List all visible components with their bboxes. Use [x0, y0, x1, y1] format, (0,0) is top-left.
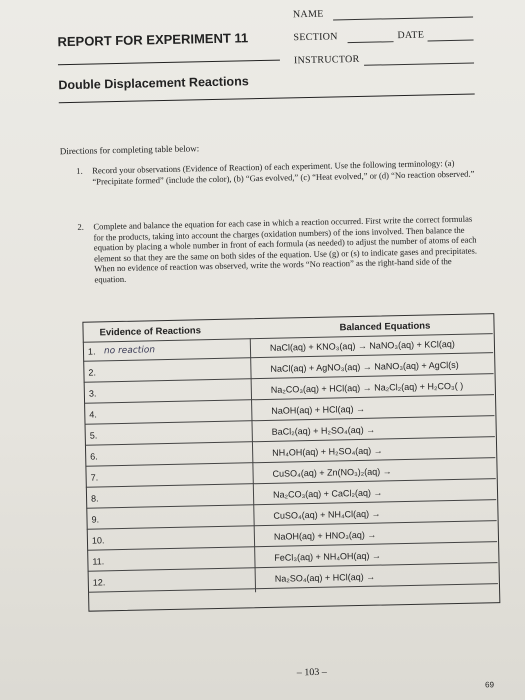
equation-cell[interactable]: Na₂CO₃(aq) + CaCl₂(aq) → [272, 487, 383, 500]
direction-number: 1. [76, 165, 83, 176]
instructor-line [364, 63, 474, 66]
section-label: SECTION [293, 31, 338, 44]
instructor-label: INSTRUCTOR [293, 53, 360, 67]
evidence-column-header: Evidence of Reactions [99, 325, 202, 339]
direction-item-2 [77, 213, 483, 307]
equation-cell[interactable]: BaCl₂(aq) + H₂SO₄(aq) → [271, 424, 376, 437]
equation-cell[interactable]: NH₄OH(aq) + H₂SO₄(aq) → [272, 445, 383, 458]
section-line [348, 41, 394, 43]
row-number: 11. [92, 556, 105, 567]
equation-cell[interactable]: CuSO₄(aq) + NH₄Cl(aq) → [273, 508, 381, 521]
subtitle-rule [59, 94, 475, 104]
row-number: 6. [90, 451, 98, 462]
name-label: NAME [292, 8, 324, 21]
equation-cell[interactable]: NaCl(aq) + AgNO₃(aq) → NaNO₃(aq) + AgCl(s) [270, 359, 459, 374]
name-line [333, 17, 473, 21]
equation-cell[interactable]: NaOH(aq) + HCl(aq) → [271, 403, 366, 416]
date-label: DATE [397, 29, 425, 42]
equation-cell[interactable]: Na₂SO₄(aq) + HCl(aq) → [274, 571, 376, 584]
row-number: 5. [89, 430, 98, 441]
direction-text: Complete and balance the equation for each case in which a reaction occurred. First write the correct formulas for the products, taking into account the charges (oxidation numbers) of the ions involved. Then balance the equation by placing a whole number in front of each formula (as needed) to adjust the number of atoms of each element so that they are the same on both sides of the equation. Use (g) or (s) to indicate gases and precipitates. When no evidence of reaction was observed, write the words “No reaction” as the right-hand side of the equation. [93, 213, 478, 285]
equations-column-header: Balanced Equations [339, 320, 431, 334]
equation-cell[interactable]: CuSO₄(aq) + Zn(NO₃)₂(aq) → [272, 466, 392, 479]
row-number: 3. [88, 388, 97, 399]
direction-text: Record your observations (Evidence of Reaction) of each experiment. Use the following terminology: (a) “Precipitate formed” (include the color), (b) “Gas evolved,” (c) “Heat evolved,” or (d) “No reaction observed.” [92, 157, 475, 187]
equation-cell[interactable]: FeCl₃(aq) + NH₄OH(aq) → [274, 550, 382, 563]
directions-title: Directions for completing table below: [59, 143, 200, 157]
experiment-subtitle: Double Displacement Reactions [58, 74, 249, 93]
row-number: 2. [88, 367, 97, 378]
title-rule [58, 60, 280, 66]
report-title: REPORT FOR EXPERIMENT 11 [57, 30, 249, 50]
direction-number: 2. [77, 221, 84, 232]
row-number: 7. [90, 472, 99, 483]
direction-item-1 [76, 157, 481, 205]
row-number: 10. [91, 535, 105, 546]
row-number: 9. [91, 514, 100, 525]
date-line [428, 40, 474, 42]
row-number: 1. [87, 346, 96, 357]
page-number: – 103 – [296, 666, 327, 679]
row-number: 12. [92, 577, 106, 588]
row-number: 8. [90, 493, 99, 504]
equation-cell[interactable]: Na₂CO₃(aq) + HCl(aq) → Na₂Cl₂(aq) + H₂CO₃( ) [270, 380, 464, 395]
equation-cell[interactable]: NaOH(aq) + HNO₃(aq) → [273, 529, 377, 542]
evidence-cell[interactable]: no reaction [103, 345, 156, 357]
equation-cell[interactable]: NaCl(aq) + KNO₃(aq) → NaNO₃(aq) + KCl(aq) [269, 338, 455, 353]
row-number: 4. [89, 409, 97, 420]
corner-page-number: 69 [484, 680, 495, 690]
